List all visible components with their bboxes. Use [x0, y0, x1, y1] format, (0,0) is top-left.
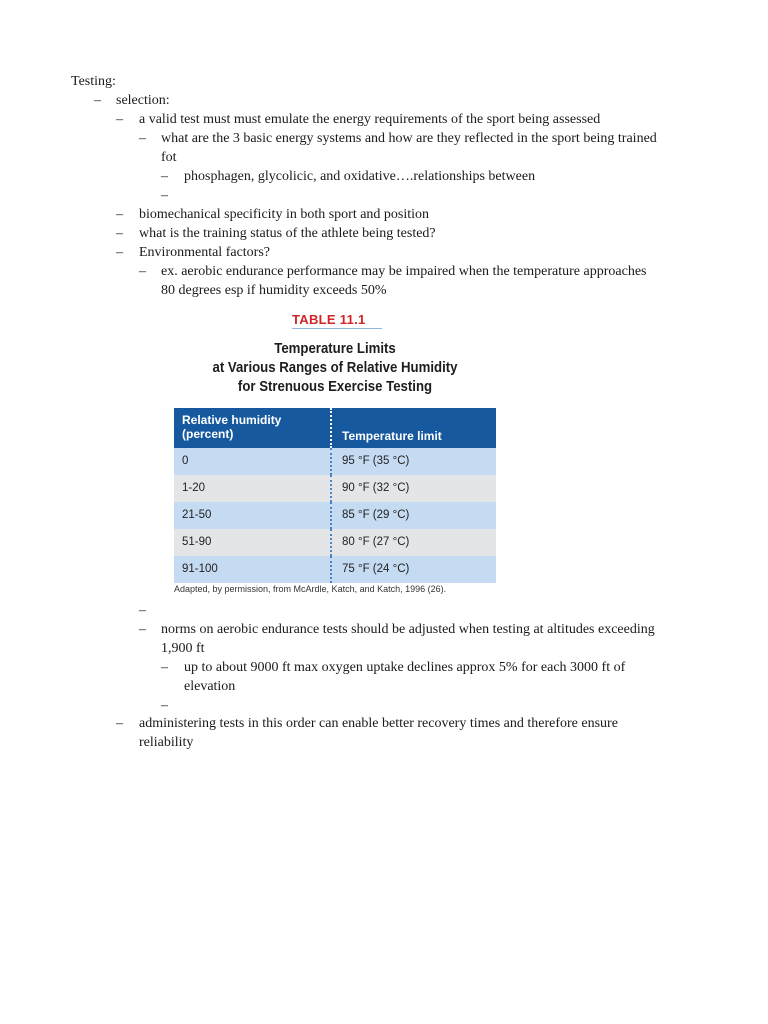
table-caption: Adapted, by permission, from McArdle, Katch, and Katch, 1996 (26).	[174, 584, 447, 594]
bullet-dash: –	[139, 264, 146, 279]
bullet-dash: –	[94, 93, 101, 108]
bullet-dash: –	[139, 622, 146, 637]
cell-humidity: 51-90	[182, 536, 212, 548]
item-admin-line1: administering tests in this order can enable better recovery times and therefore ensure	[139, 716, 618, 731]
header-temperature: Temperature limit	[342, 429, 442, 443]
table-row	[174, 502, 496, 529]
header-humidity	[182, 413, 281, 441]
cell-temperature: 90 °F (32 °C)	[342, 482, 410, 494]
item-oxygen-line1: up to about 9000 ft max oxygen uptake declines approx 5% for each 3000 ft of	[184, 660, 626, 675]
cell-temperature: 75 °F (24 °C)	[342, 563, 410, 575]
cell-humidity: 0	[182, 455, 189, 467]
table-row	[174, 529, 496, 556]
table-title-line1: Temperature Limits	[274, 340, 396, 357]
cell-temperature: 85 °F (29 °C)	[342, 509, 410, 521]
column-separator	[330, 502, 332, 529]
bullet-dash: –	[139, 131, 146, 146]
cell-humidity: 91-100	[182, 563, 218, 575]
bullet-dash: –	[116, 245, 123, 260]
item-aerobic-line1: ex. aerobic endurance performance may be impaired when the temperature approaches	[161, 264, 647, 279]
bullet-dash-empty: –	[139, 603, 146, 618]
header-humidity-line1: Relative humidity	[182, 413, 282, 427]
table-row	[174, 556, 496, 583]
item-oxygen-line2: elevation	[184, 679, 236, 694]
bullet-dash: –	[116, 716, 123, 731]
table-header-row	[174, 408, 496, 448]
bullet-dash: –	[116, 207, 123, 222]
column-separator	[330, 448, 332, 475]
item-energy-systems: phosphagen, glycolicic, and oxidative….relationships between	[184, 169, 536, 184]
item-valid-test: a valid test must must emulate the energy requirements of the sport being assessed	[139, 112, 601, 127]
table-title-line2: at Various Ranges of Relative Humidity	[212, 359, 458, 376]
item-aerobic-line2: 80 degrees esp if humidity exceeds 50%	[161, 283, 387, 298]
item-energy-question-line1: what are the 3 basic energy systems and how are they reflected in the sport being trained	[161, 131, 657, 146]
bullet-dash: –	[116, 226, 123, 241]
column-separator	[330, 408, 332, 448]
column-separator	[330, 529, 332, 556]
bullet-dash-empty: –	[161, 698, 168, 713]
table-row	[174, 448, 496, 475]
item-selection: selection:	[116, 93, 170, 108]
table-title-line3: for Strenuous Exercise Testing	[237, 378, 433, 395]
bullet-dash: –	[161, 660, 168, 675]
heading-testing: Testing:	[71, 74, 116, 89]
cell-temperature: 80 °F (27 °C)	[342, 536, 410, 548]
table-row	[174, 475, 496, 502]
item-environmental: Environmental factors?	[139, 245, 271, 260]
cell-humidity: 1-20	[182, 482, 206, 494]
cell-temperature: 95 °F (35 °C)	[342, 455, 410, 467]
bullet-dash: –	[116, 112, 123, 127]
item-energy-question-line2: fot	[161, 150, 177, 165]
item-biomechanical: biomechanical specificity in both sport and position	[139, 207, 430, 222]
item-admin-line2: reliability	[139, 735, 194, 750]
column-separator	[330, 556, 332, 583]
item-training-status: what is the training status of the athlete being tested?	[139, 226, 436, 241]
temperature-table	[174, 408, 496, 583]
item-norms-line2: 1,900 ft	[161, 641, 205, 656]
header-humidity-line2: (percent)	[182, 427, 234, 441]
bullet-dash-empty: –	[161, 188, 168, 203]
bullet-dash: –	[161, 169, 168, 184]
cell-humidity: 21-50	[182, 509, 212, 521]
item-norms-line1: norms on aerobic endurance tests should be adjusted when testing at altitudes exceeding	[161, 622, 655, 637]
column-separator	[330, 475, 332, 502]
table-number: TABLE 11.1	[292, 312, 382, 329]
